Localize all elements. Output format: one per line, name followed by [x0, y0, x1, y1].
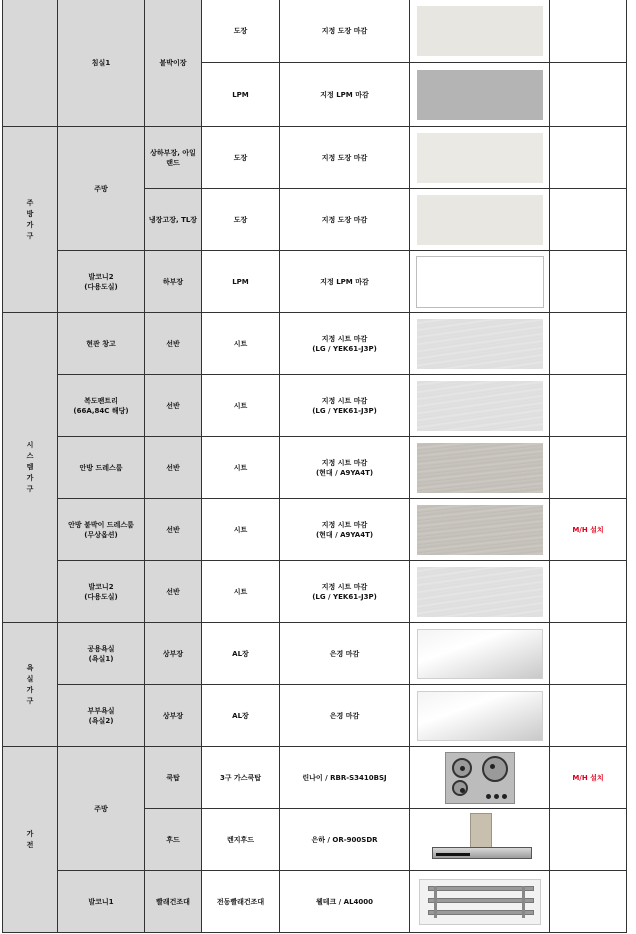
area-cell: 안방 붙박이 드레스룸 (무상옵션) [58, 499, 145, 561]
range-hood-image [426, 813, 534, 867]
paint-swatch [417, 6, 543, 56]
note-cell [550, 623, 627, 685]
note-cell [550, 437, 627, 499]
finish-cell: 지정 시트 마감 (현대 / A9YA4T) [280, 437, 410, 499]
finish-cell: 지정 도장 마감 [280, 0, 410, 63]
paint-swatch [417, 133, 543, 183]
swatch-cell [410, 0, 550, 63]
finish-cell: 지정 시트 마감 (현대 / A9YA4T) [280, 499, 410, 561]
swatch-cell [410, 685, 550, 747]
location-cell: 선반 [145, 313, 202, 375]
location-cell: 상부장 [145, 623, 202, 685]
material-cell: 도장 [202, 0, 280, 63]
finish-cell: 은경 마감 [280, 623, 410, 685]
location-cell: 상부장 [145, 685, 202, 747]
area-cell: 현관 창고 [58, 313, 145, 375]
location-cell: 빨래건조대 [145, 871, 202, 933]
category-bathroom-furniture: 욕 실 가 구 [3, 623, 58, 747]
area-cell: 복도팬트리 (66A,84C 해당) [58, 375, 145, 437]
note-cell [550, 63, 627, 127]
swatch-cell [410, 189, 550, 251]
finish-cell: 웰테크 / AL4000 [280, 871, 410, 933]
hood-chimney [470, 813, 492, 849]
hood-strip [436, 853, 470, 856]
note-cell: M/H 설치 [550, 747, 627, 809]
lpm-swatch [416, 256, 544, 308]
note-cell [550, 685, 627, 747]
finish-cell: 린나이 / RBR-S3410BSJ [280, 747, 410, 809]
finish-cell: 지정 시트 마감 (LG / YEK61-J3P) [280, 561, 410, 623]
knob-icon [494, 794, 499, 799]
note-cell: M/H 설치 [550, 499, 627, 561]
finish-schedule-table [2, 0, 627, 933]
rack-bar [428, 910, 534, 915]
knob-icon [486, 794, 491, 799]
area-cell: 발코니2 (다용도실) [58, 251, 145, 313]
location-cell: 후드 [145, 809, 202, 871]
finish-cell: 지정 LPM 마감 [280, 63, 410, 127]
location-cell: 선반 [145, 561, 202, 623]
note-cell [550, 561, 627, 623]
burner-icon [452, 758, 472, 778]
material-cell: 시트 [202, 437, 280, 499]
location-cell: 쿡탑 [145, 747, 202, 809]
material-cell: 도장 [202, 127, 280, 189]
swatch-cell [410, 375, 550, 437]
swatch-cell [410, 437, 550, 499]
sheet-swatch [417, 567, 543, 617]
note-cell [550, 313, 627, 375]
material-cell: 도장 [202, 189, 280, 251]
material-cell: AL장 [202, 623, 280, 685]
location-cell: 선반 [145, 375, 202, 437]
mirror-swatch [417, 629, 543, 679]
note-cell [550, 127, 627, 189]
area-cell: 주방 [58, 747, 145, 871]
material-cell: 전동빨래건조대 [202, 871, 280, 933]
swatch-cell [410, 251, 550, 313]
note-cell [550, 809, 627, 871]
material-cell: AL장 [202, 685, 280, 747]
area-cell: 발코니1 [58, 871, 145, 933]
rack-bar [428, 886, 534, 891]
note-cell [550, 0, 627, 63]
finish-cell: 지정 도장 마감 [280, 127, 410, 189]
swatch-cell [410, 809, 550, 871]
finish-cell: 지정 시트 마감 (LG / YEK61-J3P) [280, 375, 410, 437]
sheet-swatch [417, 443, 543, 493]
finish-cell: 지정 도장 마감 [280, 189, 410, 251]
note-cell [550, 251, 627, 313]
material-cell: LPM [202, 251, 280, 313]
material-cell: 시트 [202, 499, 280, 561]
location-cell: 붙박이장 [145, 0, 202, 127]
sheet-swatch [417, 381, 543, 431]
location-cell: 선반 [145, 499, 202, 561]
finish-cell: 지정 시트 마감 (LG / YEK61-J3P) [280, 313, 410, 375]
note-cell [550, 871, 627, 933]
location-cell: 상하부장, 아일랜드 [145, 127, 202, 189]
finish-cell: 지정 LPM 마감 [280, 251, 410, 313]
finish-cell: 은경 마감 [280, 685, 410, 747]
material-cell: 3구 가스쿡탑 [202, 747, 280, 809]
material-cell: LPM [202, 63, 280, 127]
finish-cell: 은하 / OR-900SDR [280, 809, 410, 871]
rack-post [522, 886, 525, 918]
area-cell: 주방 [58, 127, 145, 251]
swatch-cell [410, 747, 550, 809]
location-cell: 냉장고장, TL장 [145, 189, 202, 251]
rack-bar [428, 898, 534, 903]
area-cell: 공용욕실 (욕실1) [58, 623, 145, 685]
swatch-cell [410, 871, 550, 933]
note-cell [550, 189, 627, 251]
category-kitchen-furniture: 주 방 가 구 [3, 127, 58, 313]
paint-swatch [417, 195, 543, 245]
category-system-furniture: 시 스 템 가 구 [3, 313, 58, 623]
knob-icon [502, 794, 507, 799]
location-cell: 선반 [145, 437, 202, 499]
swatch-cell [410, 127, 550, 189]
mirror-swatch [417, 691, 543, 741]
sheet-swatch [417, 319, 543, 369]
material-cell: 시트 [202, 313, 280, 375]
category-cell-top [3, 0, 58, 127]
rack-post [434, 886, 437, 918]
material-cell: 시트 [202, 375, 280, 437]
swatch-cell [410, 313, 550, 375]
swatch-cell [410, 63, 550, 127]
area-cell: 부부욕실 (욕실2) [58, 685, 145, 747]
drying-rack-image [419, 879, 541, 925]
category-appliances: 가 전 [3, 747, 58, 933]
material-cell: 시트 [202, 561, 280, 623]
location-cell: 하부장 [145, 251, 202, 313]
sheet-swatch [417, 505, 543, 555]
area-cell: 안방 드레스룸 [58, 437, 145, 499]
lpm-swatch [417, 70, 543, 120]
cooktop-image [445, 752, 515, 804]
area-cell: 발코니2 (다용도실) [58, 561, 145, 623]
note-cell [550, 375, 627, 437]
swatch-cell [410, 623, 550, 685]
swatch-cell [410, 499, 550, 561]
material-cell: 렌지후드 [202, 809, 280, 871]
burner-icon [482, 756, 508, 782]
swatch-cell [410, 561, 550, 623]
area-cell: 침실1 [58, 0, 145, 127]
burner-icon [452, 780, 468, 796]
